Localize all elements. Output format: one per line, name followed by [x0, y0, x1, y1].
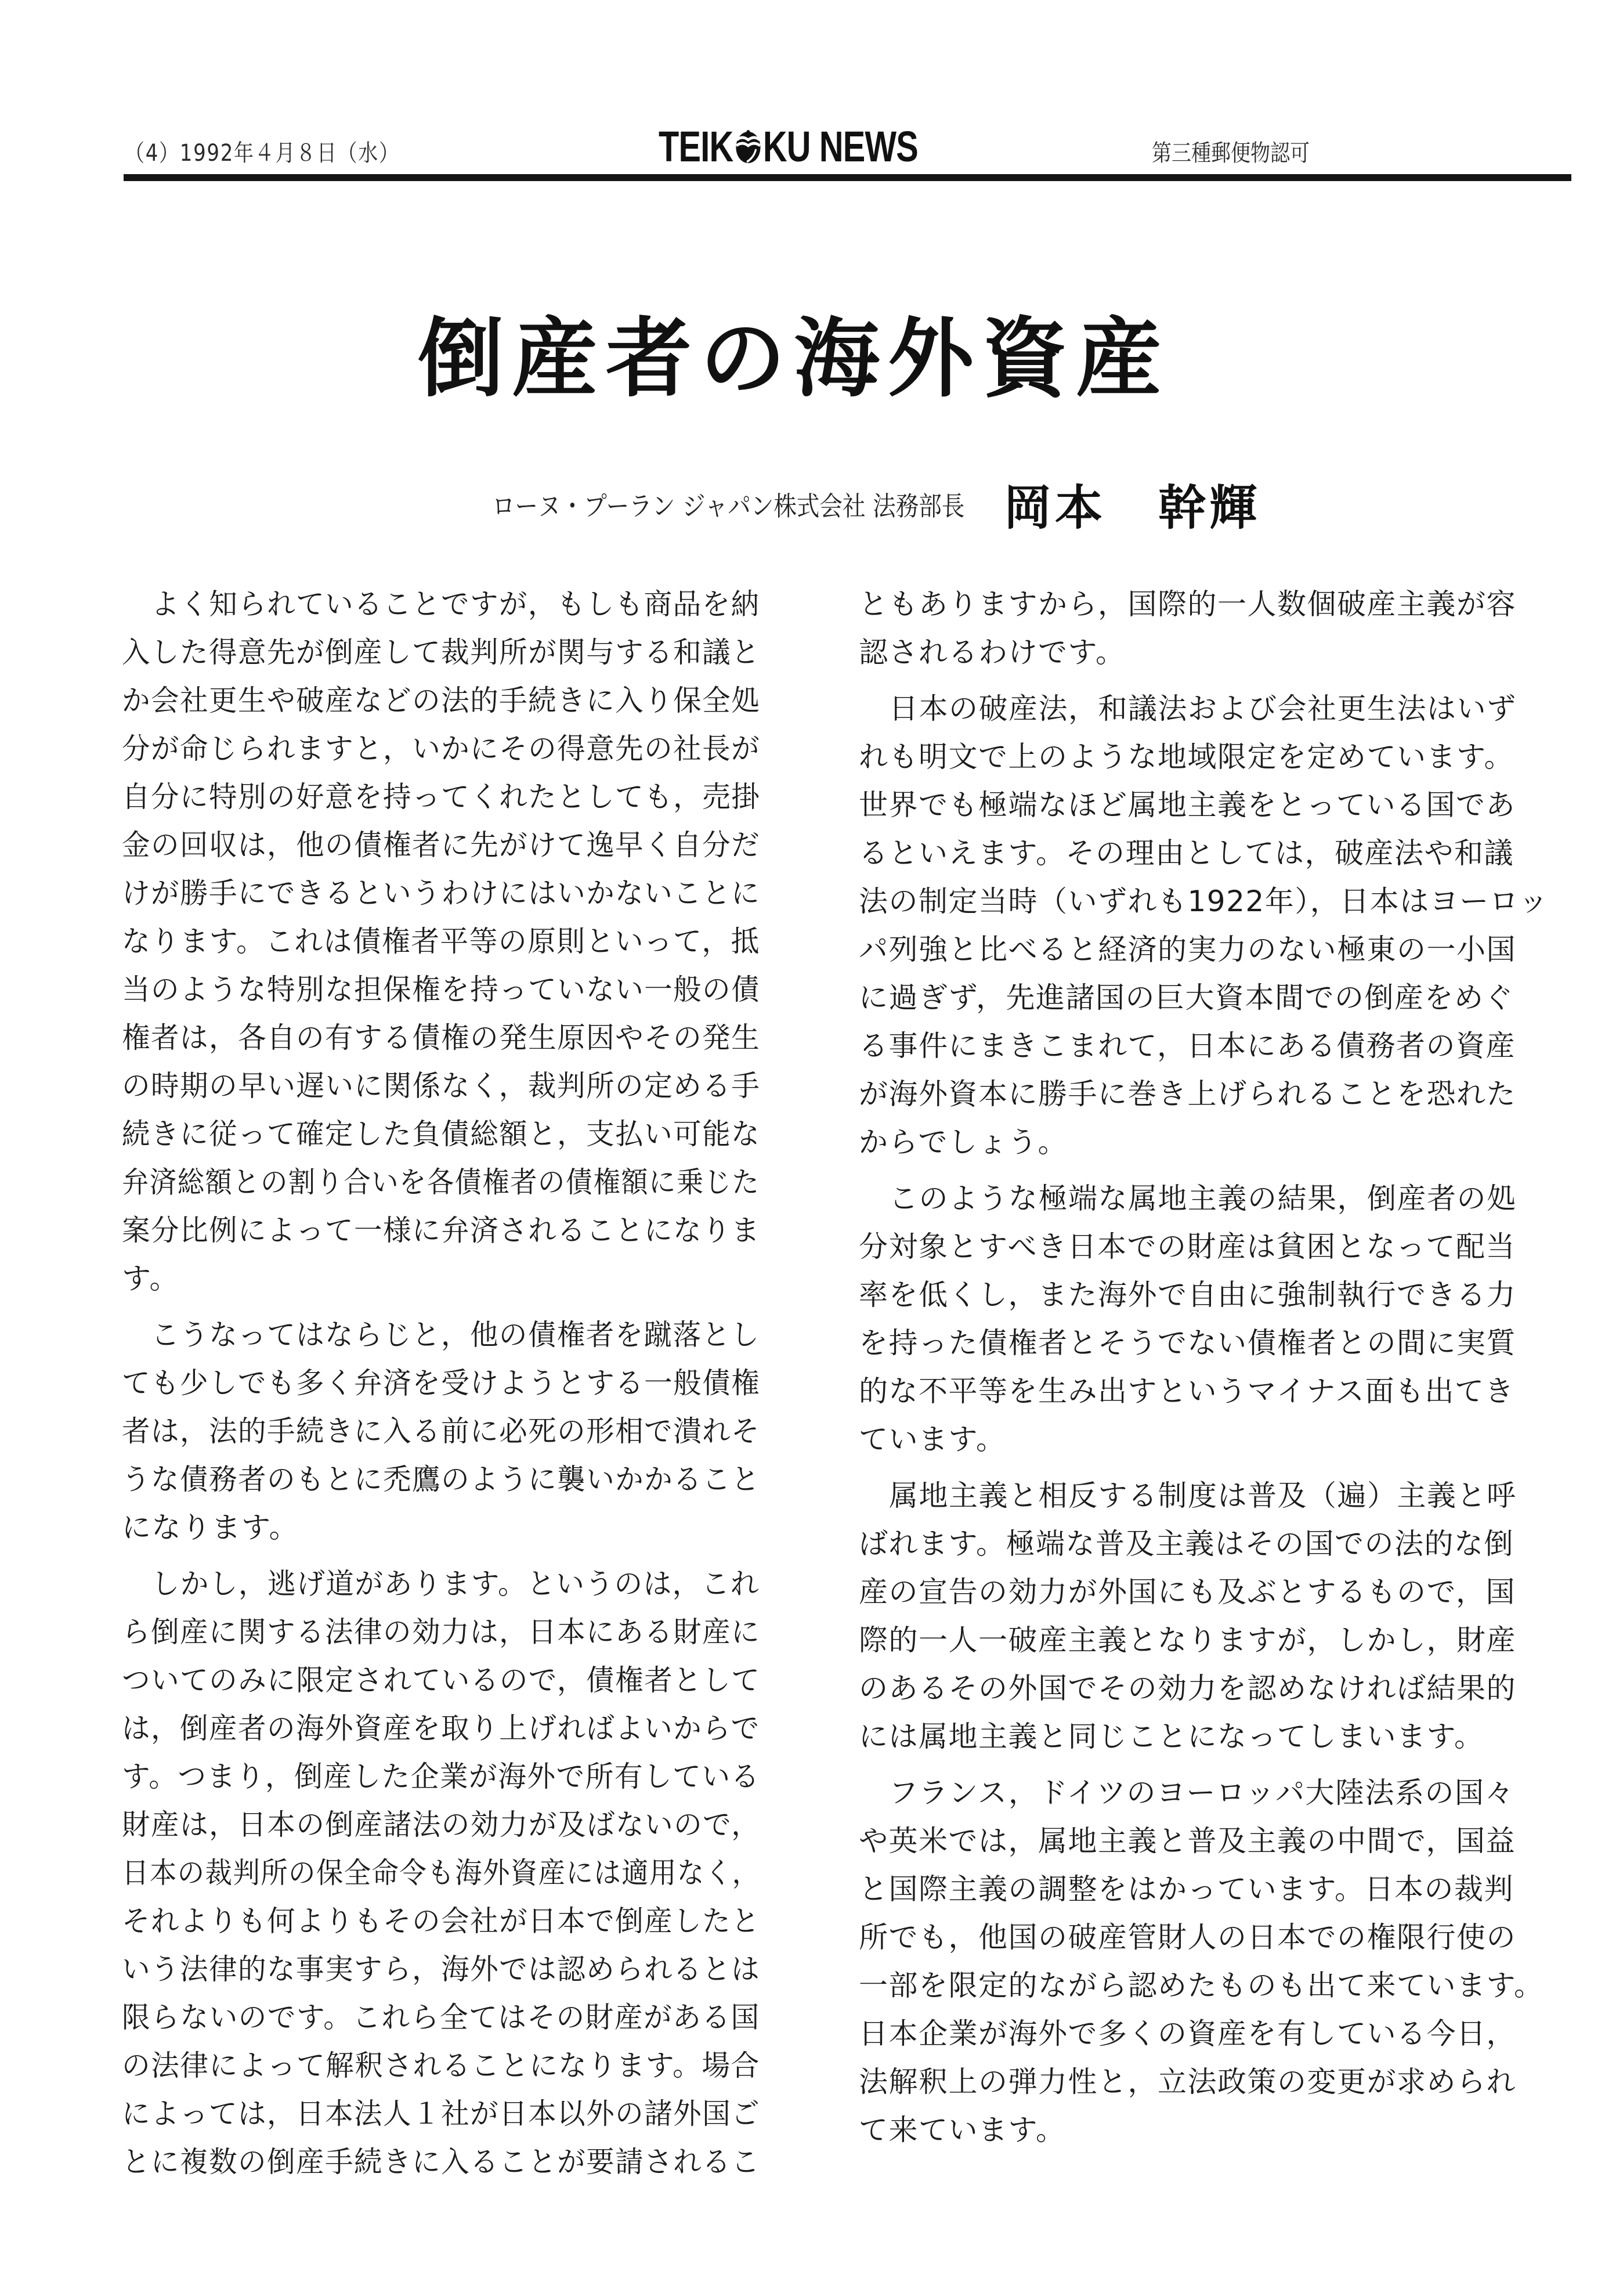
- text-line: の法律によって解釈されることになります。場合: [122, 2049, 760, 2082]
- teikoku-news-logo: [659, 123, 918, 169]
- author-family-name: 岡本: [1004, 480, 1107, 536]
- text-line: には属地主義と同じことになってしまいます。: [859, 1720, 1484, 1753]
- text-line: 自分に特別の好意を持ってくれたとしても，売掛: [122, 780, 761, 814]
- text-line: 財産は，日本の倒産諸法の効力が及ばないので，: [122, 1808, 761, 1842]
- text-line: しかし，逃げ道があります。というのは，これ: [151, 1567, 760, 1601]
- text-line: ついてのみに限定されているので，債権者として: [122, 1663, 761, 1697]
- text-line: れも明文で上のような地域限定を定めています。: [859, 740, 1514, 774]
- byline: [492, 470, 1260, 538]
- page-date: （4）1992年４月８日（水）: [125, 140, 400, 167]
- text-line: を持った債権者とそうでない債権者との間に実質: [859, 1326, 1516, 1360]
- text-line: 日本の破産法，和議法および会社更生法はいず: [889, 692, 1517, 725]
- header-rule: [124, 174, 1571, 181]
- text-line: と国際主義の調整をはかっています。日本の裁判: [859, 1872, 1514, 1906]
- text-line: よく知られていることですが，もしも商品を納: [151, 587, 760, 621]
- text-line: 分が命じられますと，いかにその得意先の社長が: [122, 732, 761, 766]
- text-line: 権者は，各自の有する債権の発生原因やその発生: [122, 1021, 761, 1055]
- logo-text-right: KU NEWS: [762, 122, 918, 171]
- text-line: 金の回収は，他の債権者に先がけて逸早く自分だ: [122, 828, 761, 862]
- text-line: か会社更生や破産などの法的手続きに入り保全処: [122, 684, 761, 717]
- text-line: ばれます。極端な普及主義はその国での法的な倒: [859, 1527, 1514, 1561]
- text-line: 分対象とすべき日本での財産は貧困となって配当: [859, 1230, 1516, 1263]
- text-line: それよりも何よりもその会社が日本で倒産したと: [122, 1904, 761, 1938]
- text-line: 属地主義と相反する制度は普及（遍）主義と呼: [889, 1479, 1517, 1512]
- text-line: ています。: [859, 1423, 1006, 1456]
- text-line: 入した得意先が倒産して裁判所が関与する和議と: [122, 636, 761, 669]
- text-line: ら倒産に関する法律の効力は，日本にある財産に: [122, 1615, 761, 1649]
- text-line: いう法律的な事実すら，海外では認められるとは: [122, 1952, 761, 1986]
- text-line: によっては，日本法人１社が日本以外の諸外国ご: [122, 2097, 761, 2131]
- text-line: が海外資本に勝手に巻き上げられることを恐れた: [859, 1077, 1516, 1111]
- left-column: [122, 580, 760, 2186]
- text-line: けが勝手にできるというわけにはいかないことに: [122, 876, 761, 910]
- text-line: るといえます。その理由としては，破産法や和議: [859, 836, 1514, 870]
- text-line: ともありますから，国際的一人数個破産主義が容: [859, 587, 1516, 621]
- text-line: る事件にまきこまれて，日本にある債務者の資産: [859, 1029, 1516, 1063]
- text-line: 認されるわけです。: [859, 636, 1126, 669]
- right-column: [859, 580, 1567, 2154]
- text-line: 限らないのです。これら全てはその財産がある国: [122, 2001, 760, 2034]
- text-line: なります。これは債権者平等の原則といって，抵: [122, 925, 760, 958]
- text-line: 率を低くし，また海外で自由に強制執行できる力: [859, 1278, 1516, 1312]
- logo-text-left: TEIK: [659, 122, 733, 171]
- text-line: は，倒産者の海外資産を取り上げればよいからで: [122, 1712, 760, 1745]
- author-affiliation: ローヌ・プーラン ジャパン株式会社 法務部長: [492, 490, 965, 522]
- text-line: とに複数の倒産手続きに入ることが要請されるこ: [122, 2145, 761, 2179]
- text-line: フランス，ドイツのヨーロッパ大陸法系の国々: [889, 1776, 1514, 1810]
- text-line: す。: [122, 1262, 179, 1295]
- author-given-name: 幹輝: [1158, 480, 1261, 536]
- text-line: ても少しでも多く弁済を受けようとする一般債権: [122, 1366, 761, 1400]
- author-name: [1004, 470, 1260, 538]
- text-line: 法の制定当時（いずれも1922年），日本はヨーロッ: [859, 885, 1549, 918]
- text-line: 産の宣告の効力が外国にも及ぶとするもので，国: [859, 1575, 1516, 1609]
- text-line: 際的一人一破産主義となりますが，しかし，財産: [859, 1623, 1516, 1657]
- text-line: 弁済総額との割り合いを各債権者の債権額に乗じた: [122, 1165, 760, 1199]
- text-line: 者は，法的手続きに入る前に必死の形相で潰れそ: [122, 1414, 761, 1448]
- text-line: 日本企業が海外で多くの資産を有している今日，: [859, 2017, 1516, 2050]
- text-line: 当のような特別な担保権を持っていない一般の債: [122, 973, 761, 1006]
- text-line: 所でも，他国の破産管財人の日本での権限行使の: [859, 1920, 1516, 1954]
- globe-logo-icon: [734, 128, 762, 164]
- postal-notice: 第三種郵便物認可: [1152, 140, 1310, 167]
- text-line: 続きに従って確定した負債総額と，支払い可能な: [122, 1117, 761, 1151]
- text-line: 日本の裁判所の保全命令も海外資産には適用なく，: [122, 1856, 760, 1890]
- text-line: や英米では，属地主義と普及主義の中間で，国益: [859, 1824, 1516, 1858]
- text-line: 案分比例によって一様に弁済されることになりま: [122, 1214, 761, 1247]
- text-line: からでしょう。: [859, 1125, 1068, 1159]
- text-line: になります。: [122, 1511, 299, 1544]
- text-line: 的な不平等を生み出すというマイナス面も出てき: [859, 1374, 1514, 1408]
- text-line: のあるその外国でその効力を認めなければ結果的: [859, 1672, 1516, 1705]
- text-line: に過ぎず，先進諸国の巨大資本間での倒産をめぐ: [859, 981, 1514, 1015]
- text-line: 法解釈上の弾力性と，立法政策の変更が求められ: [859, 2065, 1516, 2099]
- text-line: て来ています。: [859, 2113, 1066, 2147]
- text-line: このような極端な属地主義の結果，倒産者の処: [889, 1182, 1517, 1215]
- text-line: うな債務者のもとに禿鷹のように襲いかかること: [122, 1463, 761, 1496]
- text-line: パ列強と比べると経済的実力のない極東の一小国: [859, 933, 1516, 966]
- article-title: 倒産者の海外資産: [418, 308, 1170, 409]
- text-line: の時期の早い遅いに関係なく，裁判所の定める手: [122, 1069, 761, 1103]
- text-line: 世界でも極端なほど属地主義をとっている国であ: [859, 788, 1516, 822]
- text-line: す。つまり，倒産した企業が海外で所有している: [122, 1760, 760, 1793]
- text-line: 一部を限定的ながら認めたものも出て来ています。: [859, 1969, 1544, 2002]
- text-line: こうなってはならじと，他の債権者を蹴落とし: [151, 1318, 760, 1352]
